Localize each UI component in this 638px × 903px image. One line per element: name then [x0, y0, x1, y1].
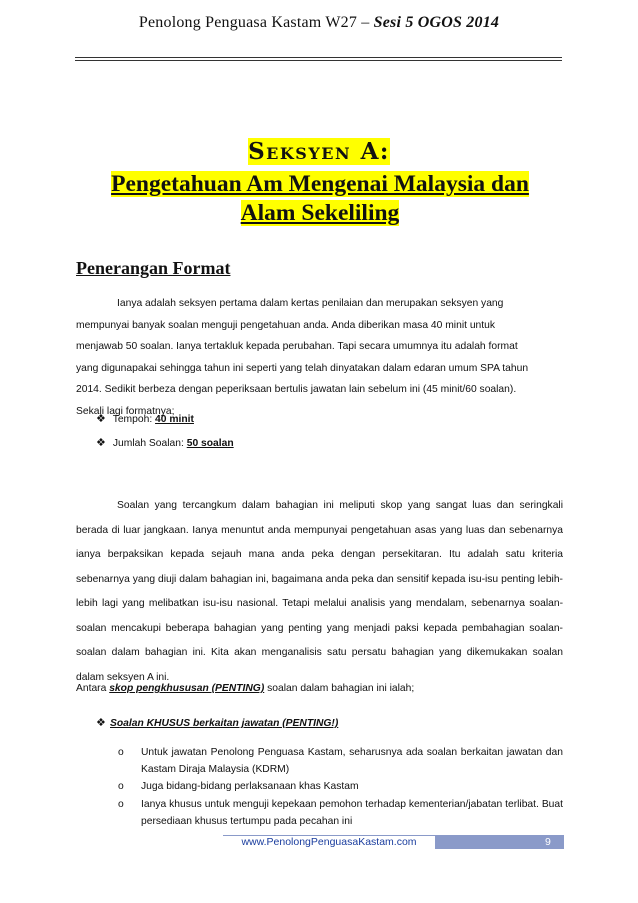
circle-bullet-icon: o [118, 781, 124, 792]
diamond-bullet-icon: ❖ [96, 717, 106, 729]
intro-line: 2014. Sedikit berbeza dengan peperiksaan bertulis jawatan lain sebelum ini (45 minit/60 soalan). [76, 384, 517, 395]
intro-paragraph [76, 293, 563, 422]
intro-line: menjawab 50 soalan. Ianya tertakluk kepada perubahan. Tapi secara umumnya itu adalah format [76, 341, 518, 352]
intro-line: mempunyai banyak soalan menguji pengetahuan anda. Anda diberikan masa 40 minit untuk [76, 319, 496, 331]
diamond-bullet-icon: ❖ [96, 413, 106, 425]
section-title [70, 170, 570, 228]
specialization-highlight: skop pengkhususan (PENTING) [109, 683, 265, 694]
intro-line: Sekali lagi formatnya; [76, 405, 175, 417]
bullet-duration: ❖ Tempoh: 40 minit [96, 413, 194, 425]
sub-item-text: Juga bidang-bidang perlaksanaan khas Kastam [141, 781, 359, 792]
footer-url-link[interactable]: www.PenolongPenguasaKastam.com [223, 836, 435, 850]
specialization-intro: Antara skop pengkhususan (PENTING) soalan dalam bahagian ini ialah; [76, 683, 415, 694]
bullet-question-count: ❖ Jumlah Soalan: 50 soalan [96, 437, 234, 449]
format-heading: Penerangan Format [76, 258, 231, 278]
header-rule-thin [75, 60, 562, 61]
sub-item-text: Untuk jawatan Penolong Penguasa Kastam, seharusnya ada soalan berkaitan jawatan dan Kastam Diraja Malaysia (KDRM) [141, 747, 563, 775]
section-title-line2: Alam Sekeliling [240, 200, 400, 226]
header-session: Sesi 5 OGOS 2014 [373, 14, 500, 31]
scope-paragraph: Soalan yang tercangkum dalam bahagian ini meliputi skop yang sangat luas dan seringkali berada di luar jangkaan. Ianya menuntut anda mempunyai pengetahuan asas yang luas dan sebenarnya ianya berpaksikan kepada sejauh mana anda peka dengan persekitaran. Itu adalah satu kriteria sebenarnya yang diuji dalam bahagian ini, bagaimana anda peka dan sensitif kepada isu-isu penting lebih-lebih lagi yang melibatkan isu-isu nasional. Tetapi melalui analisis yang mendalam, sebenarnya soalan-soalan mencakupi beberapa bahagian yang penting yang menjadi paksi kepada pembahagian soalan-soalan dalam bahagian ini. Kita akan menganalisis satu persatu bahagian yang dikemukakan soalan dalam seksyen A ini. [76, 500, 563, 683]
question-count-value: 50 soalan [186, 438, 234, 449]
header-rule [75, 57, 562, 58]
page-number: 9 [545, 836, 551, 848]
circle-bullet-icon: o [118, 799, 124, 810]
page-header [0, 14, 638, 32]
sub-item-text: Ianya khusus untuk menguji kepekaan pemohon terhadap kementerian/jabatan terlibat. Buat persediaan khusus tertumpu pada pecahan ini [141, 799, 563, 827]
intro-line: yang digunapakai sehingga tahun ini seperti yang telah dinyatakan dalam edaran umum SPA tahun [76, 362, 529, 374]
section-title-line1: Pengetahuan Am Mengenai Malaysia dan [111, 171, 529, 197]
intro-line: Ianya adalah seksyen pertama dalam kertas penilaian dan merupakan seksyen yang [117, 298, 504, 309]
specific-questions-heading: ❖ Soalan KHUSUS berkaitan jawatan (PENTING!) [96, 717, 339, 729]
diamond-bullet-icon: ❖ [96, 437, 106, 449]
section-label: Seksyen A: [248, 138, 390, 165]
duration-value: 40 minit [155, 414, 194, 425]
circle-bullet-icon: o [118, 747, 124, 758]
header-title: Penolong Penguasa Kastam W27 – [138, 14, 370, 31]
